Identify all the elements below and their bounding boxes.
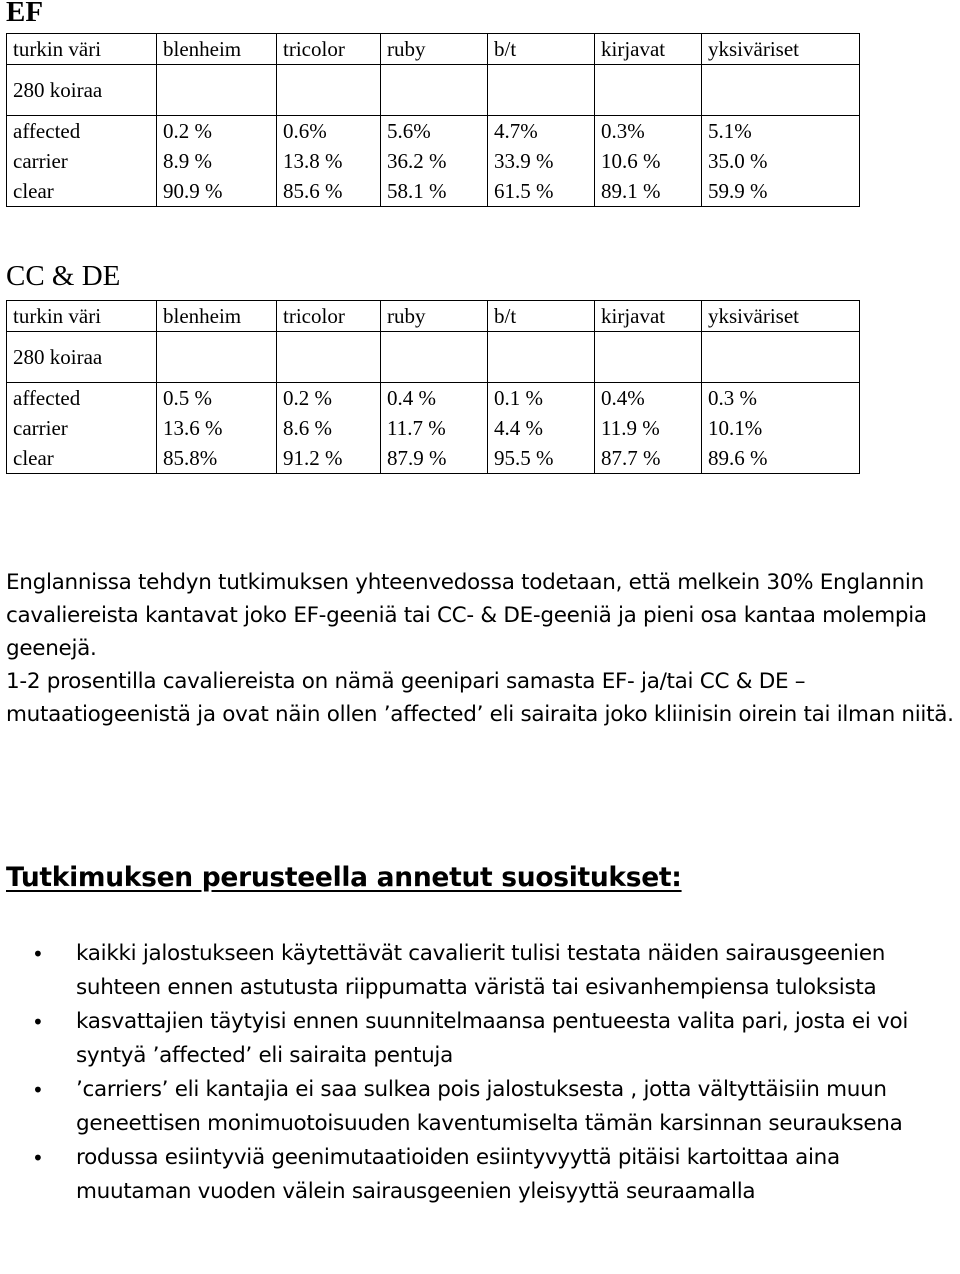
table-cell: 85.8% — [157, 443, 277, 474]
table-cell: 87.7 % — [595, 443, 702, 474]
table-cell: 61.5 % — [488, 176, 595, 207]
table-header-row — [7, 301, 860, 332]
table-cell: 33.9 % — [488, 146, 595, 176]
table-cell: 91.2 % — [277, 443, 381, 474]
table-cell: 59.9 % — [702, 176, 860, 207]
table-cell: 36.2 % — [381, 146, 488, 176]
recommendations-list — [0, 937, 960, 1209]
table-cell — [488, 65, 595, 116]
column-header: yksiväriset — [702, 34, 860, 65]
table-cell: 58.1 % — [381, 176, 488, 207]
column-header: tricolor — [277, 301, 381, 332]
list-item — [0, 1005, 960, 1073]
column-header: b/t — [488, 301, 595, 332]
column-header: blenheim — [157, 34, 277, 65]
table-header-row — [7, 34, 860, 65]
table-cell: 0.4% — [595, 383, 702, 414]
row-label: carrier — [7, 146, 157, 176]
bullet-icon: • — [32, 1146, 44, 1170]
table-cell — [595, 65, 702, 116]
table-cell — [277, 65, 381, 116]
table-cell: 4.7% — [488, 116, 595, 147]
table-cell — [595, 332, 702, 383]
table-cell: 35.0 % — [702, 146, 860, 176]
column-header: b/t — [488, 34, 595, 65]
recommendations-heading: Tutkimuksen perusteella annetut suositukset: — [6, 862, 682, 893]
table-cell — [157, 65, 277, 116]
table-cell: 0.5 % — [157, 383, 277, 414]
row-label: clear — [7, 443, 157, 474]
table-cell: 90.9 % — [157, 176, 277, 207]
table-cell — [381, 65, 488, 116]
list-item — [0, 1141, 960, 1209]
table-cell — [488, 332, 595, 383]
list-item — [0, 937, 960, 1005]
table-cell: 10.1% — [702, 413, 860, 443]
study-summary — [6, 566, 960, 731]
column-header: blenheim — [157, 301, 277, 332]
table-cell: 95.5 % — [488, 443, 595, 474]
table-cell: 0.1 % — [488, 383, 595, 414]
table-cell: 11.7 % — [381, 413, 488, 443]
table-cell: 13.6 % — [157, 413, 277, 443]
table-cell: 87.9 % — [381, 443, 488, 474]
sample-size-label: 280 koiraa — [7, 332, 157, 383]
table-row — [7, 383, 860, 414]
table-row — [7, 176, 860, 207]
table-cell: 0.3 % — [702, 383, 860, 414]
list-item-text: rodussa esiintyviä geenimutaatioiden esiintyvyyttä pitäisi kartoittaa aina muutaman vuoden välein sairausgeenien yleisyyttä seuraamalla — [76, 1145, 840, 1204]
table-cell: 11.9 % — [595, 413, 702, 443]
column-header: ruby — [381, 301, 488, 332]
table-cell: 0.2 % — [277, 383, 381, 414]
table-cell — [702, 65, 860, 116]
summary-paragraph: 1-2 prosentilla cavaliereista on nämä geenipari samasta EF- ja/tai CC & DE – mutaatiogeenistä ja ovat näin ollen ’affected’ eli sairaita joko kliinisin oirein tai ilman niitä. — [6, 669, 954, 727]
table-cell: 5.6% — [381, 116, 488, 147]
column-header: ruby — [381, 34, 488, 65]
table-row — [7, 146, 860, 176]
table-cell: 13.8 % — [277, 146, 381, 176]
table-row — [7, 413, 860, 443]
table-cell: 89.1 % — [595, 176, 702, 207]
bullet-icon: • — [32, 1078, 44, 1102]
column-header: kirjavat — [595, 34, 702, 65]
row-label: affected — [7, 116, 157, 147]
table-cell — [702, 332, 860, 383]
sample-size-label: 280 koiraa — [7, 65, 157, 116]
table-cell — [277, 332, 381, 383]
ef-results-table — [6, 33, 860, 207]
table-cell: 0.3% — [595, 116, 702, 147]
list-item — [0, 1073, 960, 1141]
table-cell: 4.4 % — [488, 413, 595, 443]
table-cell: 0.4 % — [381, 383, 488, 414]
table-cell: 0.6% — [277, 116, 381, 147]
list-item-text: kasvattajien täytyisi ennen suunnitelmaansa pentueesta valita pari, josta ei voi syntyä ’affected’ eli sairaita pentuja — [76, 1009, 908, 1068]
table-row — [7, 443, 860, 474]
table-cell: 10.6 % — [595, 146, 702, 176]
bullet-icon: • — [32, 942, 44, 966]
column-header: kirjavat — [595, 301, 702, 332]
ef-section-title: EF — [6, 0, 44, 28]
table-cell: 0.2 % — [157, 116, 277, 147]
row-label: clear — [7, 176, 157, 207]
summary-paragraph: Englannissa tehdyn tutkimuksen yhteenvedossa todetaan, että melkein 30% Englannin cavaliereista kantavat joko EF-geeniä tai CC- & DE-geeniä ja pieni osa kantaa molempia geenejä. — [6, 570, 927, 661]
table-cell — [381, 332, 488, 383]
row-label: affected — [7, 383, 157, 414]
table-cell: 85.6 % — [277, 176, 381, 207]
table-cell: 8.9 % — [157, 146, 277, 176]
list-item-text: ’carriers’ eli kantajia ei saa sulkea pois jalostuksesta , jotta vältyttäisiin muun geneettisen monimuotoisuuden kaventumiselta tämän karsinnan seurauksena — [76, 1077, 903, 1136]
column-header: yksiväriset — [702, 301, 860, 332]
row-label: carrier — [7, 413, 157, 443]
table-cell — [157, 332, 277, 383]
table-cell: 8.6 % — [277, 413, 381, 443]
sample-size-row — [7, 332, 860, 383]
ccde-section-title: CC & DE — [6, 260, 121, 292]
table-cell: 5.1% — [702, 116, 860, 147]
list-item-text: kaikki jalostukseen käytettävät cavalierit tulisi testata näiden sairausgeenien suhteen ennen astutusta riippumatta väristä tai esivanhempiensa tuloksista — [76, 941, 886, 1000]
sample-size-row — [7, 65, 860, 116]
column-header: turkin väri — [7, 301, 157, 332]
table-row — [7, 116, 860, 147]
column-header: turkin väri — [7, 34, 157, 65]
table-cell: 89.6 % — [702, 443, 860, 474]
bullet-icon: • — [32, 1010, 44, 1034]
column-header: tricolor — [277, 34, 381, 65]
ccde-results-table — [6, 300, 860, 474]
